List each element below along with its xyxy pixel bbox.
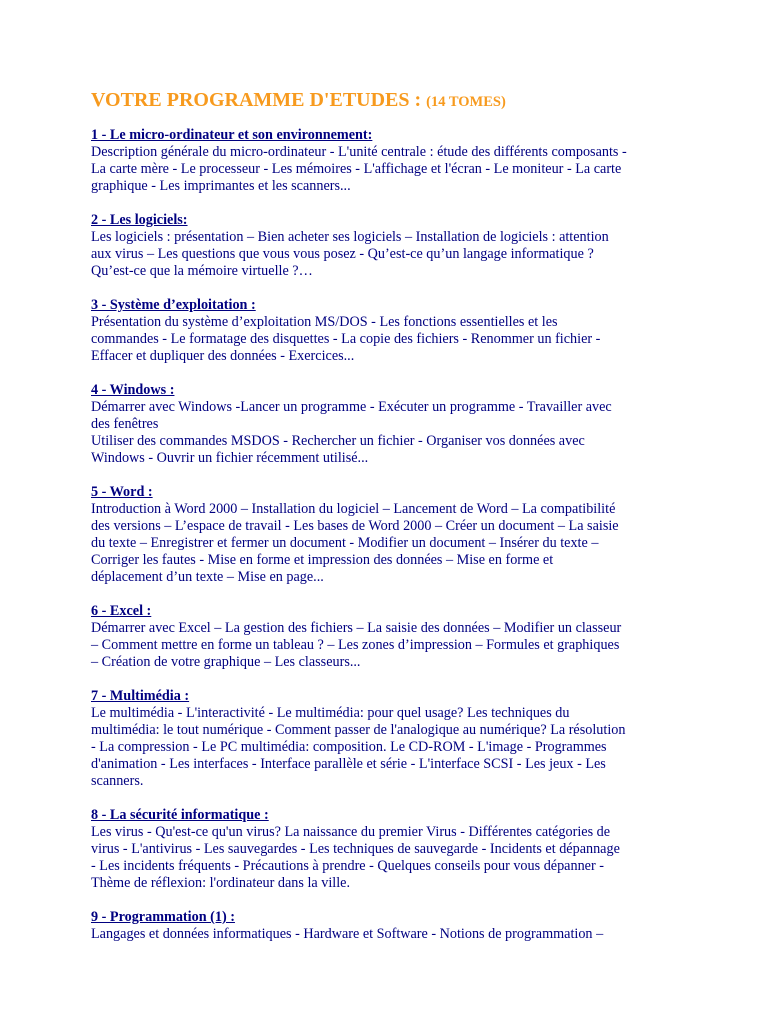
section-line: d'animation - Les interfaces - Interface parallèle et série - L'interface SCSI - Les jeux - Les xyxy=(91,756,606,772)
section-heading: 6 - Excel : xyxy=(91,603,152,619)
section-heading: 1 - Le micro-ordinateur et son environnement: xyxy=(91,127,373,143)
section-line: Introduction à Word 2000 – Installation du logiciel – Lancement de Word – La compatibilité xyxy=(91,501,616,517)
section-heading: 8 - La sécurité informatique : xyxy=(91,807,269,823)
section-line: multimédia: le tout numérique - Comment passer de l'analogique au numérique? La résolution xyxy=(91,722,626,738)
section-line: des fenêtres xyxy=(91,416,159,432)
section-line: Description générale du micro-ordinateur - L'unité centrale : étude des différents composants - xyxy=(91,144,627,160)
section-line: Corriger les fautes - Mise en forme et impression des données – Mise en forme et xyxy=(91,552,554,568)
section-line: Les virus - Qu'est-ce qu'un virus? La naissance du premier Virus - Différentes catégories de xyxy=(91,824,611,840)
section-2 xyxy=(91,212,683,280)
section-line: Langages et données informatiques - Hardware et Software - Notions de programmation – xyxy=(91,926,604,942)
section-heading: 7 - Multimédia : xyxy=(91,688,190,704)
section-7 xyxy=(91,688,683,790)
section-line: – Comment mettre en forme un tableau ? – Les zones d’impression – Formules et graphiques xyxy=(91,637,620,653)
section-heading: 9 - Programmation (1) : xyxy=(91,909,235,925)
section-line: Le multimédia - L'interactivité - Le multimédia: pour quel usage? Les techniques du xyxy=(91,705,570,721)
section-line: des versions – L’espace de travail - Les bases de Word 2000 – Créer un document – La saisie xyxy=(91,518,619,534)
section-5 xyxy=(91,484,683,586)
page-title xyxy=(91,88,683,114)
section-line: commandes - Le formatage des disquettes - La copie des fichiers - Renommer un fichier - xyxy=(91,331,601,347)
section-line: Windows - Ouvrir un fichier récemment utilisé... xyxy=(91,450,369,466)
section-line: virus - L'antivirus - Les sauvegardes - Les techniques de sauvegarde - Incidents et dépannage xyxy=(91,841,620,857)
title-main: VOTRE PROGRAMME D'ETUDES : xyxy=(91,89,427,111)
section-3 xyxy=(91,297,683,365)
section-line: scanners. xyxy=(91,773,144,789)
section-line: du texte – Enregistrer et fermer un document - Modifier un document – Insérer du texte – xyxy=(91,535,599,551)
section-line: graphique - Les imprimantes et les scanners... xyxy=(91,178,351,194)
section-line: La carte mère - Le processeur - Les mémoires - L'affichage et l'écran - Le moniteur - La carte xyxy=(91,161,622,177)
section-heading: 2 - Les logiciels: xyxy=(91,212,188,228)
section-line: Thème de réflexion: l'ordinateur dans la ville. xyxy=(91,875,351,891)
section-line: déplacement d’un texte – Mise en page... xyxy=(91,569,324,585)
section-line: Présentation du système d’exploitation MS/DOS - Les fonctions essentielles et les xyxy=(91,314,558,330)
document-page xyxy=(91,88,683,960)
section-1 xyxy=(91,127,683,195)
section-8 xyxy=(91,807,683,892)
section-line: Démarrer avec Windows -Lancer un programme - Exécuter un programme - Travailler avec xyxy=(91,399,612,415)
section-line: Qu’est-ce que la mémoire virtuelle ?… xyxy=(91,263,313,279)
section-6 xyxy=(91,603,683,671)
section-line: Démarrer avec Excel – La gestion des fichiers – La saisie des données – Modifier un classeur xyxy=(91,620,622,636)
section-line: - La compression - Le PC multimédia: composition. Le CD-ROM - L'image - Programmes xyxy=(91,739,607,755)
section-9 xyxy=(91,909,683,943)
section-line: - Les incidents fréquents - Précautions à prendre - Quelques conseils pour vous dépanner - xyxy=(91,858,604,874)
section-4 xyxy=(91,382,683,467)
section-line: Les logiciels : présentation – Bien acheter ses logiciels – Installation de logiciels : attention xyxy=(91,229,609,245)
section-heading: 5 - Word : xyxy=(91,484,153,500)
section-heading: 3 - Système d’exploitation : xyxy=(91,297,256,313)
section-line: Utiliser des commandes MSDOS - Rechercher un fichier - Organiser vos données avec xyxy=(91,433,585,449)
section-heading: 4 - Windows : xyxy=(91,382,175,398)
title-subtitle: (14 TOMES) xyxy=(426,94,506,110)
section-line: Effacer et dupliquer des données - Exercices... xyxy=(91,348,355,364)
section-line: – Création de votre graphique – Les classeurs... xyxy=(91,654,361,670)
section-line: aux virus – Les questions que vous vous posez - Qu’est-ce qu’un langage informatique ? xyxy=(91,246,594,262)
